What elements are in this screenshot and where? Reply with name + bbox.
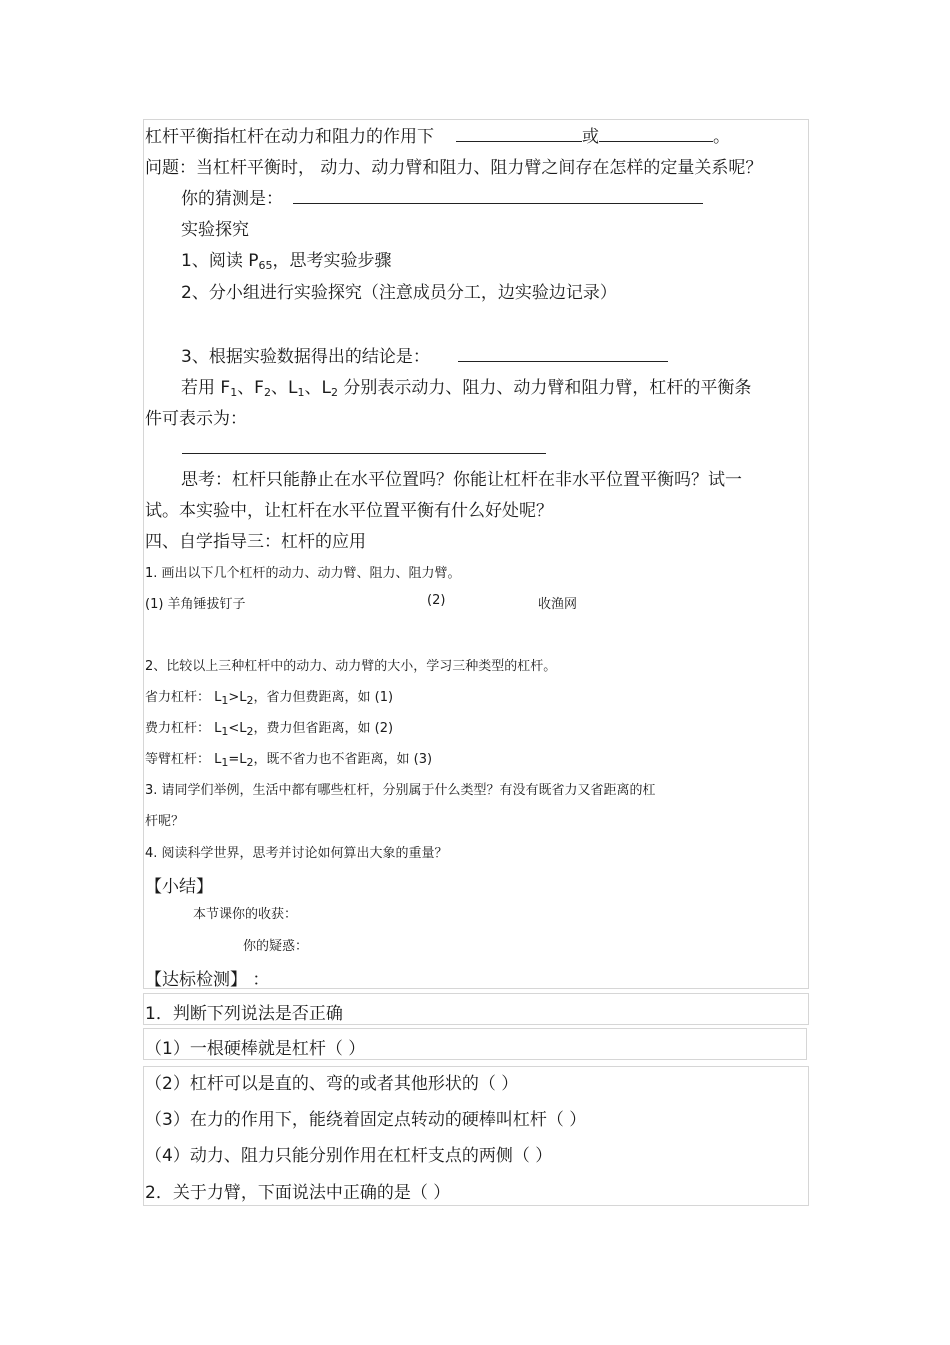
section-heading: 四、自学指导三：杠杆的应用: [145, 532, 366, 552]
symbols-b: 、F: [237, 378, 264, 398]
step-1-text-b: ，思考实验步骤: [272, 251, 392, 271]
fc-s2: 2: [246, 725, 254, 738]
ea-s2: 2: [246, 756, 254, 769]
example-1: (1) 羊角锤拔钉子: [145, 597, 246, 612]
symbols-s2: 2: [263, 386, 271, 399]
line-question: 问题：当杠杆平衡时， 动力、动力臂和阻力、阻力臂之间存在怎样的定量关系呢？: [145, 158, 763, 178]
summary-heading: 【小结】: [145, 877, 213, 897]
line-condition: 件可表示为：: [145, 409, 247, 429]
conclusion-blank[interactable]: [458, 347, 668, 362]
guess-label: 你的猜测是：: [181, 189, 283, 209]
line-step-2: 2、分小组进行实验探究（注意成员分工，边实验边记录）: [181, 283, 617, 303]
symbols-s4: 2: [330, 386, 338, 399]
line-force-saving: [145, 686, 393, 707]
ea-a: 等臂杠杆： L: [145, 752, 222, 767]
symbols-d: 、L: [304, 378, 331, 398]
example-2: 收渔网: [538, 597, 578, 612]
line-examples-question-2: 杆呢？: [145, 814, 185, 829]
symbols-s3: 1: [297, 386, 305, 399]
question-1-item-3: （3）在力的作用下，能绕着固定点转动的硬棒叫杠杆（ ）: [145, 1110, 587, 1130]
step-1-text-a: 1、阅读 P: [181, 251, 259, 271]
fs-s1: 1: [221, 694, 229, 707]
lever-balance-text: 杠杆平衡指杠杆在动力和阻力的作用下: [145, 127, 434, 147]
question-1-item-2: （2）杠杆可以是直的、弯的或者其他形状的（ ）: [145, 1074, 519, 1094]
line-step-1: [181, 246, 391, 272]
test-heading: 【达标检测】 ：: [145, 970, 270, 990]
line-force-costing: [145, 717, 393, 738]
condition-blank[interactable]: [182, 439, 546, 454]
or-text: 或: [582, 127, 599, 147]
ea-c: ，既不省力也不省距离，如 (3): [253, 752, 433, 767]
fs-s2: 2: [246, 694, 254, 707]
fs-a: 省力杠杆： L: [145, 690, 222, 705]
line-examples-question-1: 3. 请同学们举例，生活中都有哪些杠杆，分别属于什么类型？有没有既省力又省距离的杠: [145, 783, 656, 798]
question-1-item-4: （4）动力、阻力只能分别作用在杠杆支点的两侧（ ）: [145, 1146, 553, 1166]
fc-s1: 1: [221, 725, 229, 738]
line-experiment: 实验探究: [181, 220, 249, 240]
step-1-sub: 65: [258, 259, 273, 272]
symbols-s1: 1: [230, 386, 238, 399]
question-1: 1．判断下列说法是否正确: [145, 1004, 343, 1024]
line-symbols: [181, 373, 751, 399]
line-lever-balance: [145, 122, 730, 147]
symbols-a: 若用 F: [181, 378, 231, 398]
fc-c: ，费力但省距离，如 (2): [253, 721, 394, 736]
example-2-num: (2): [427, 593, 446, 608]
line-equal-arm: [145, 748, 432, 769]
guess-blank[interactable]: [293, 189, 703, 204]
question-2: 2．关于力臂，下面说法中正确的是（ ）: [145, 1183, 451, 1203]
line-compare: 2、比较以上三种杠杆中的动力、动力臂的大小，学习三种类型的杠杆。: [145, 659, 557, 674]
fs-b: >L: [228, 690, 247, 705]
ea-s1: 1: [221, 756, 229, 769]
ea-b: =L: [228, 752, 247, 767]
line-elephant: 4. 阅读科学世界，思考并讨论如何算出大象的重量？: [145, 846, 448, 861]
fc-b: <L: [228, 721, 247, 736]
line-doubts: 你的疑惑：: [243, 939, 309, 954]
conclusion-label: 3、根据实验数据得出的结论是：: [181, 347, 430, 367]
line-guess: [181, 184, 703, 209]
symbols-c: 、L: [270, 378, 298, 398]
fc-a: 费力杠杆： L: [145, 721, 222, 736]
fs-c: ，省力但费距离，如 (1): [253, 690, 394, 705]
answer-blank-2[interactable]: [599, 127, 713, 142]
answer-blank-1[interactable]: [456, 127, 582, 142]
line-draw-task: 1. 画出以下几个杠杆的动力、动力臂、阻力、阻力臂。: [145, 566, 461, 581]
period-text: 。: [713, 127, 730, 147]
question-1-item-1: （1）一根硬棒就是杠杆（ ）: [145, 1039, 366, 1059]
line-gains: 本节课你的收获：: [193, 907, 298, 922]
line-step-3: [181, 342, 668, 367]
symbols-e: 分别表示动力、阻力、动力臂和阻力臂，杠杆的平衡条: [337, 378, 752, 398]
line-think-1: 思考：杠杆只能静止在水平位置吗？你能让杠杆在非水平位置平衡吗？试一: [181, 470, 742, 490]
line-think-2: 试。本实验中，让杠杆在水平位置平衡有什么好处呢？: [145, 501, 553, 521]
